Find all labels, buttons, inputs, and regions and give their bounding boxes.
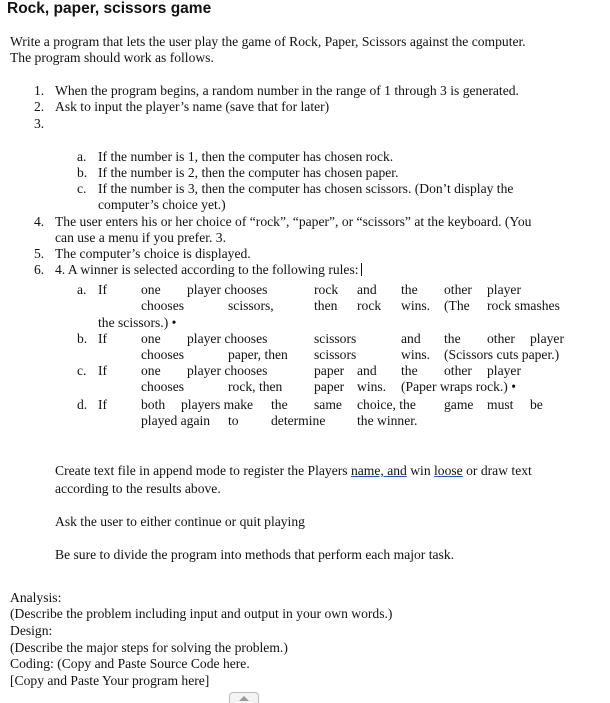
- step-text: Ask to input the player’s name (save that for later): [55, 99, 330, 114]
- step-text-content: 4. A winner is selected according to the following rules:: [55, 262, 359, 277]
- rule-word: the: [444, 331, 461, 346]
- rule-word: wins.: [401, 298, 431, 313]
- step-number: 4.: [34, 214, 45, 229]
- rule-if: If: [98, 331, 108, 346]
- step-text: When the program begins, a random number in the range of 1 through 3 is generated.: [55, 83, 519, 98]
- rule-word: wins.: [357, 379, 387, 394]
- intro-line: The program should work as follows.: [10, 50, 214, 65]
- intro-line: Write a program that lets the user play the game of Rock, Paper, Scissors against the computer.: [10, 34, 526, 49]
- sub-label: b.: [77, 165, 88, 180]
- rule-word: player chooses: [187, 282, 268, 297]
- rule-word: scissors,: [228, 298, 274, 313]
- rule-label: b.: [77, 331, 88, 346]
- paragraph-line: [55, 463, 532, 479]
- rule-word: chooses: [141, 298, 185, 313]
- rule-word: (The: [444, 298, 470, 313]
- rule-word: one: [141, 363, 161, 378]
- rule-word: other: [444, 282, 472, 297]
- rule-word: both: [141, 397, 166, 412]
- rule-word: rock: [314, 282, 339, 297]
- text-cursor: [361, 263, 362, 276]
- rule-word: the: [401, 363, 418, 378]
- rule-word: and: [401, 331, 421, 346]
- rule-word: player chooses: [187, 363, 268, 378]
- step-number: 5.: [34, 246, 45, 261]
- rule-word: wins.: [401, 347, 431, 362]
- rule-if: If: [98, 282, 108, 297]
- rule-if: If: [98, 363, 108, 378]
- rule-word: game: [444, 397, 474, 412]
- rule-word: rock smashes: [487, 298, 560, 313]
- rule-word: the: [271, 397, 288, 412]
- sub-text: If the number is 1, then the computer has chosen rock.: [98, 149, 394, 164]
- rule-word: other: [487, 331, 515, 346]
- analysis-line: Design:: [10, 623, 53, 638]
- step-text: The user enters his or her choice of “rock”, “paper”, or “scissors” at the keyboard. (You: [55, 214, 532, 229]
- rule-word: played again: [141, 413, 211, 428]
- step-number: 2.: [34, 99, 45, 114]
- underlined-text: name, and: [350, 463, 407, 478]
- rule-label: d.: [77, 397, 88, 412]
- sub-label: c.: [77, 181, 87, 196]
- rule-word: scissors: [314, 331, 357, 346]
- step-number: 3.: [34, 116, 45, 131]
- rule-if: If: [98, 397, 108, 412]
- analysis-line: (Describe the major steps for solving the problem.): [10, 640, 288, 655]
- rule-word: and: [357, 282, 377, 297]
- rule-word: and: [357, 363, 377, 378]
- rule-word: the: [401, 282, 418, 297]
- analysis-line: [Copy and Paste Your program here]: [10, 673, 210, 688]
- sub-label: a.: [77, 149, 87, 164]
- rule-word: paper: [314, 379, 345, 394]
- step-text: can use a menu if you prefer. 3.: [55, 230, 226, 245]
- rule-word: one: [141, 331, 161, 346]
- rule-label: c.: [77, 363, 87, 378]
- analysis-line: Analysis:: [10, 590, 62, 605]
- scroll-up-tab[interactable]: [229, 692, 259, 703]
- rule-word: chooses: [141, 347, 185, 362]
- sub-text: computer’s choice yet.): [98, 197, 226, 212]
- paragraph-text: win: [406, 463, 435, 478]
- rule-word: paper: [314, 363, 345, 378]
- sub-text: If the number is 2, then the computer has chosen paper.: [98, 165, 399, 180]
- rule-word: to: [228, 413, 239, 428]
- step-text: [55, 262, 362, 278]
- rule-word: rock, then: [228, 379, 283, 394]
- analysis-line: Coding: (Copy and Paste Source Code here.: [10, 656, 250, 671]
- rule-word: determine: [271, 413, 326, 428]
- rule-word: must: [487, 397, 514, 412]
- rule-word: the winner.: [357, 413, 418, 428]
- rule-word: choice, the: [357, 397, 416, 412]
- step-number: 1.: [34, 83, 45, 98]
- rule-label: a.: [77, 282, 87, 297]
- underlined-text: loose: [434, 463, 463, 478]
- rule-word: chooses: [141, 379, 185, 394]
- rule-word: player: [487, 363, 521, 378]
- rule-word: scissors: [314, 347, 357, 362]
- rule-word: players make: [181, 397, 254, 412]
- analysis-line: (Describe the problem including input and output in your own words.): [10, 606, 393, 621]
- rule-word: player: [487, 282, 521, 297]
- rule-word: then: [314, 298, 338, 313]
- rule-word: player chooses: [187, 331, 268, 346]
- rule-word: other: [444, 363, 472, 378]
- sub-text: If the number is 3, then the computer has chosen scissors. (Don’t display the: [98, 181, 514, 196]
- paragraph-text: Create text file in append mode to register the Players: [55, 463, 351, 478]
- step-number: 6.: [34, 262, 45, 277]
- rule-word: be: [530, 397, 543, 412]
- paragraph-text: or draw text: [462, 463, 532, 478]
- rule-word: rock: [357, 298, 382, 313]
- step-text: The computer’s choice is displayed.: [55, 246, 251, 261]
- rule-word: same: [314, 397, 342, 412]
- rule-word: the scissors.) •: [98, 315, 177, 330]
- rule-word: player: [530, 331, 564, 346]
- paragraph-line: Be sure to divide the program into methods that perform each major task.: [55, 547, 455, 562]
- rule-word: one: [141, 282, 161, 297]
- page-title: Rock, paper, scissors game: [7, 0, 212, 17]
- paragraph-line: according to the results above.: [55, 481, 221, 496]
- paragraph-line: Ask the user to either continue or quit playing: [55, 514, 305, 529]
- rule-word: (Scissors cuts paper.): [444, 347, 560, 362]
- rule-word: paper, then: [228, 347, 288, 362]
- rule-word: (Paper wraps rock.) •: [401, 379, 516, 394]
